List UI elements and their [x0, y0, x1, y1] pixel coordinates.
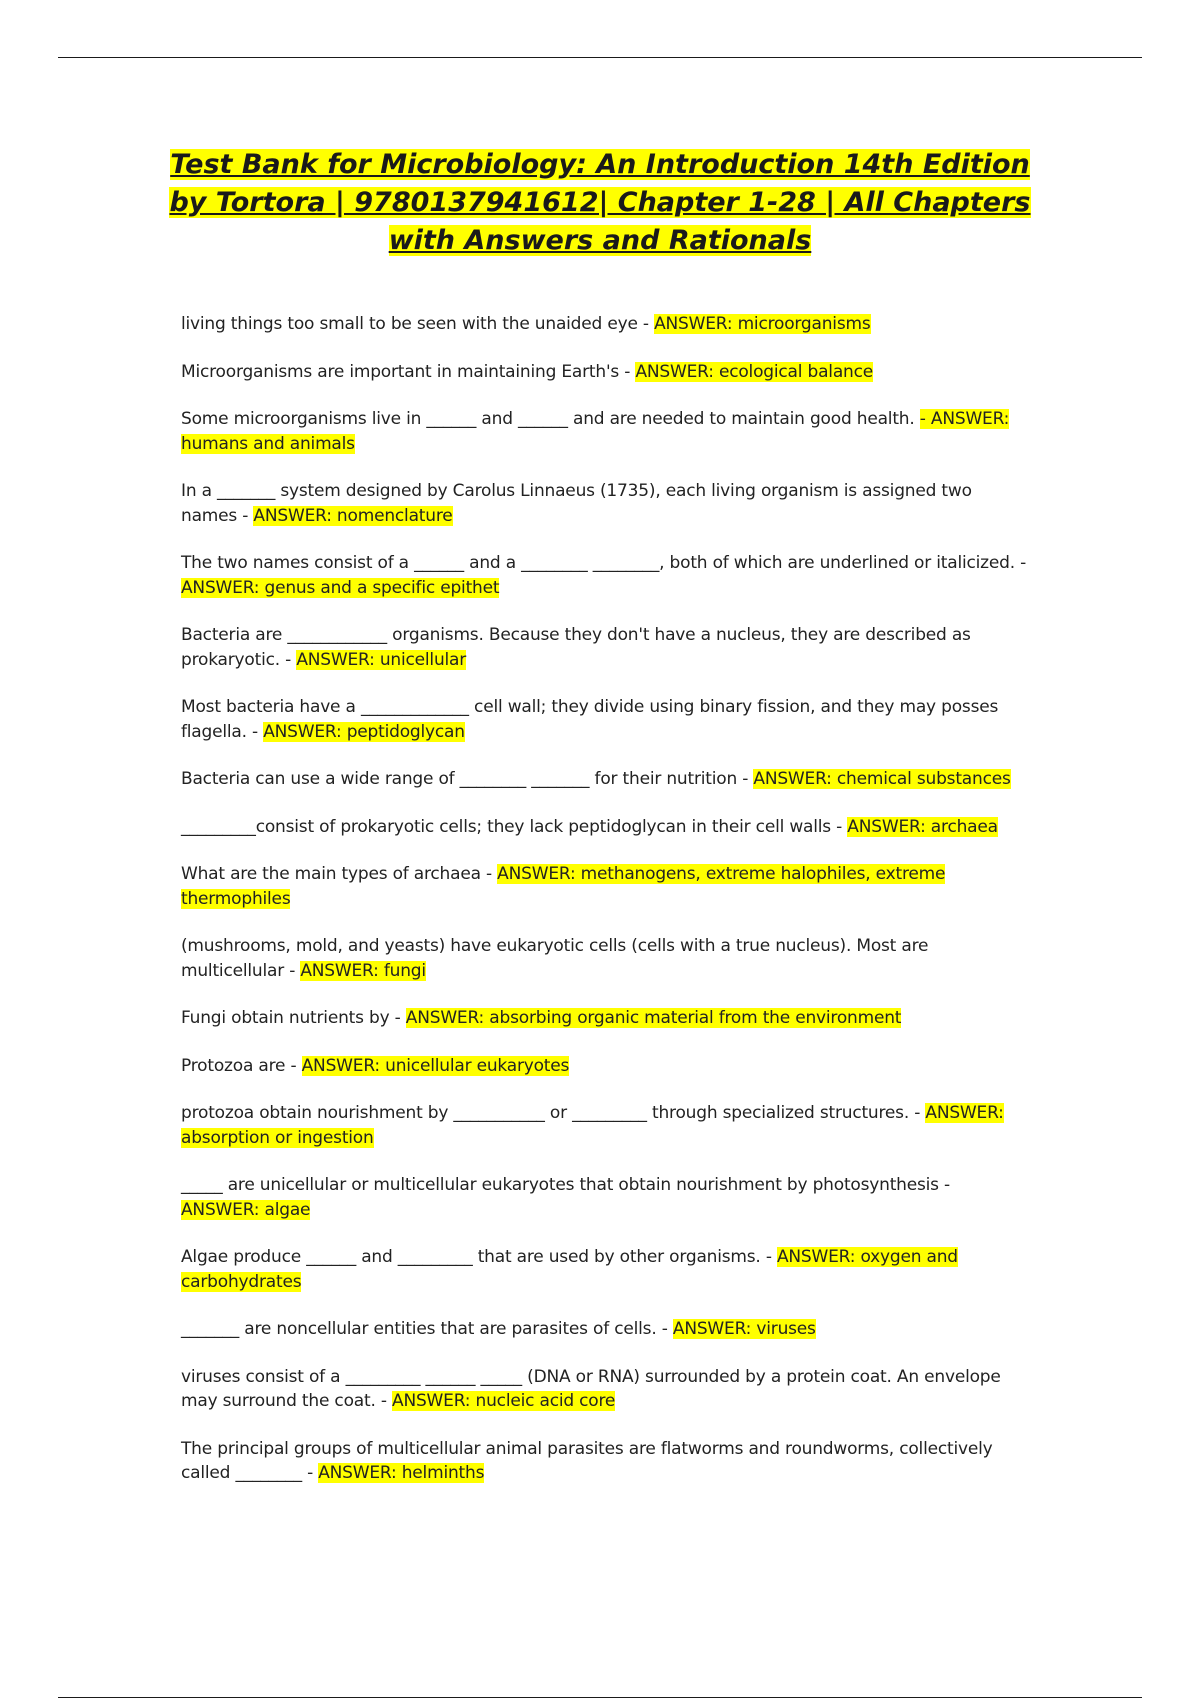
qa-item — [181, 1006, 1031, 1031]
answer-highlight: ANSWER: absorption or ingestion — [181, 1103, 1004, 1148]
question-text: Most bacteria have a _____________ cell wall; they divide using binary fission, and they may posses flagella. - — [181, 697, 999, 742]
question-text: _____ are unicellular or multicellular eukaryotes that obtain nourishment by photosynthesis - — [181, 1175, 950, 1195]
answer-highlight: ANSWER: chemical substances — [753, 769, 1011, 789]
question-text: The principal groups of multicellular animal parasites are flatworms and roundworms, collectively called ________ - — [181, 1438, 993, 1483]
qa-item — [181, 815, 1031, 840]
qa-item — [181, 479, 1031, 528]
answer-highlight: ANSWER: viruses — [672, 1319, 816, 1339]
question-text: Bacteria are ____________ organisms. Because they don't have a nucleus, they are described as prokaryotic. - — [181, 625, 971, 670]
qa-item — [181, 1054, 1031, 1079]
qa-item — [181, 407, 1031, 456]
answer-highlight: ANSWER: oxygen and carbohydrates — [181, 1247, 958, 1292]
answer-highlight: - ANSWER: humans and animals — [181, 409, 1010, 454]
answer-highlight: ANSWER: fungi — [300, 960, 426, 981]
question-text: Algae produce ______ and _________ that are used by other organisms. - — [181, 1247, 777, 1267]
qa-item — [181, 1437, 1031, 1486]
question-text: Some microorganisms live in ______ and ______ and are needed to maintain good health. — [181, 409, 920, 429]
answer-highlight: ANSWER: absorbing organic material from the environment — [405, 1008, 902, 1028]
answer-highlight: ANSWER: helminths — [318, 1463, 485, 1483]
document-title-text: Test Bank for Microbiology: An Introduction 14th Edition by Tortora | 9780137941612| Chapter 1-28 | All Chapters with Answers and Rationals — [169, 149, 1031, 256]
answer-highlight: ANSWER: nucleic acid core — [392, 1391, 616, 1411]
answer-highlight: ANSWER: peptidoglycan — [263, 721, 465, 742]
answer-highlight: ANSWER: genus and a specific epithet — [181, 577, 500, 598]
question-text: (mushrooms, mold, and yeasts) have eukaryotic cells (cells with a true nucleus). Most are multicellular - — [181, 936, 929, 981]
bottom-rule — [58, 1697, 1142, 1698]
answer-highlight: ANSWER: microorganisms — [654, 314, 871, 334]
question-text: _______ are noncellular entities that are parasites of cells. - — [181, 1319, 673, 1339]
qa-item — [181, 1365, 1031, 1414]
qa-item — [181, 695, 1031, 744]
question-text: living things too small to be seen with the unaided eye - — [181, 314, 655, 334]
qa-item — [181, 1173, 1031, 1222]
answer-highlight: ANSWER: ecological balance — [635, 361, 874, 382]
top-rule — [58, 57, 1142, 58]
answer-highlight: ANSWER: unicellular eukaryotes — [301, 1055, 570, 1076]
answer-highlight: ANSWER: unicellular — [296, 649, 467, 670]
question-text: Fungi obtain nutrients by - — [181, 1008, 406, 1028]
question-text: viruses consist of a _________ ______ _____ (DNA or RNA) surrounded by a protein coat. An envelope may surround the coat. - — [181, 1366, 1001, 1411]
answer-highlight: ANSWER: nomenclature — [253, 505, 453, 526]
qa-item — [181, 312, 1031, 337]
document-title — [150, 146, 1050, 260]
qa-item — [181, 767, 1031, 792]
question-text: Bacteria can use a wide range of ________ _______ for their nutrition - — [181, 769, 754, 789]
answer-highlight: ANSWER: algae — [181, 1199, 311, 1220]
question-text: Microorganisms are important in maintaining Earth's - — [181, 361, 636, 382]
qa-item — [181, 862, 1031, 911]
question-text: Protozoa are - — [181, 1055, 302, 1076]
qa-item — [181, 1101, 1031, 1150]
answer-highlight: ANSWER: archaea — [847, 816, 998, 837]
question-text: What are the main types of archaea - — [181, 864, 498, 884]
question-text: The two names consist of a ______ and a ________ ________, both of which are underlined or italicized. - — [181, 553, 1027, 573]
question-text: _________consist of prokaryotic cells; they lack peptidoglycan in their cell walls - — [181, 816, 848, 837]
answer-highlight: ANSWER: methanogens, extreme halophiles, extreme thermophiles — [181, 864, 946, 909]
qa-item — [181, 1317, 1031, 1342]
question-answer-list — [181, 312, 1031, 1509]
qa-item — [181, 1245, 1031, 1294]
qa-item — [181, 623, 1031, 672]
qa-item — [181, 934, 1031, 983]
qa-item — [181, 551, 1031, 600]
question-text: protozoa obtain nourishment by ___________ or _________ through specialized structures. - — [181, 1103, 926, 1123]
question-text: In a _______ system designed by Carolus Linnaeus (1735), each living organism is assigned two names - — [181, 481, 972, 526]
qa-item — [181, 360, 1031, 385]
